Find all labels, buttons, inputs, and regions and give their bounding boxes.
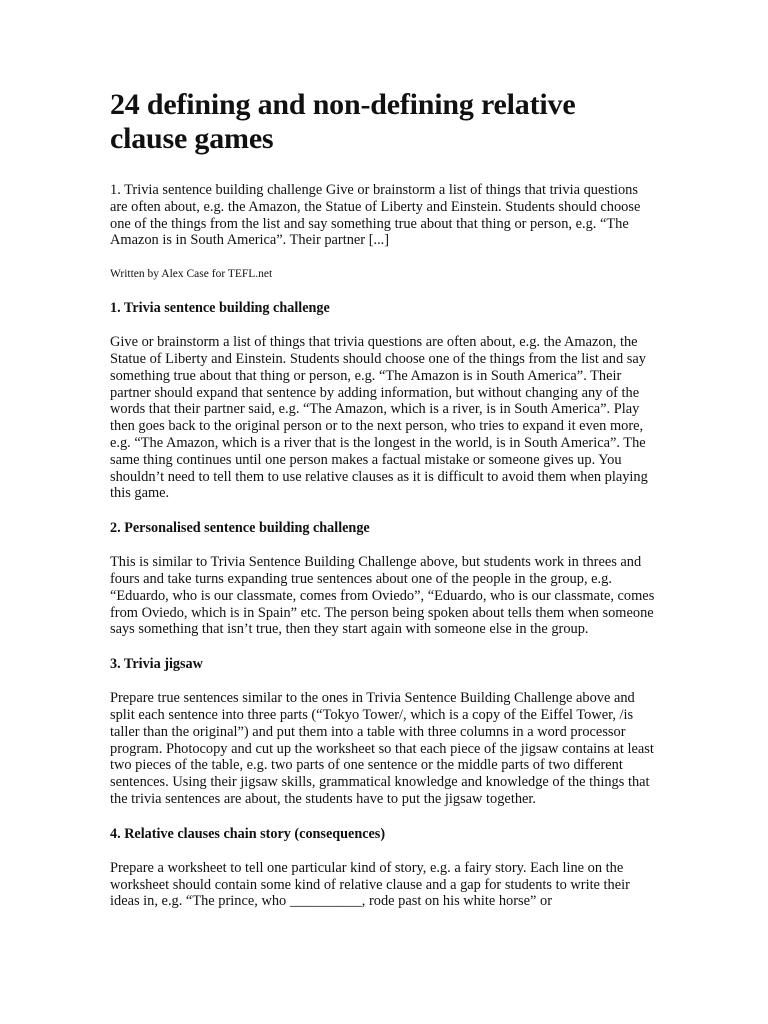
document-content <box>110 88 658 910</box>
section-heading-chain-story: 4. Relative clauses chain story (consequences) <box>110 825 386 842</box>
page-title: 24 defining and non-defining relative clause games <box>110 88 576 155</box>
section-heading-trivia-sentence-building: 1. Trivia sentence building challenge <box>110 300 330 317</box>
section-body-trivia-sentence-building: Give or brainstorm a list of things that trivia questions are often about, e.g. the Amazon, the Statue of Liberty and Einstein. Students should choose one of the things from the list and say something true about that thing or person, e.g. “The Amazon is in South America”. Their partner should expand that sentence by adding information, but without changing any of the words that their partner said, e.g. “The Amazon, which is a river, is in South America”. Play then goes back to the original person or to the next person, who tries to expand it even more, e.g. “The Amazon, which is a river that is the longest in the world, is in South America”. The same thing continues until one person makes a factual mistake or someone gives up. You shouldn’t need to tell them to use relative clauses as it is difficult to avoid them when playing this game. <box>110 334 648 502</box>
intro-paragraph: 1. Trivia sentence building challenge Give or brainstorm a list of things that trivia questions are often about, e.g. the Amazon, the Statue of Liberty and Einstein. Students should choose one of the things from the list and say something true about that thing or person, e.g. “The Amazon is in South America”. Their partner [...] <box>110 182 641 249</box>
section-heading-personalised-sentence-building: 2. Personalised sentence building challenge <box>110 520 370 537</box>
section-body-chain-story: Prepare a worksheet to tell one particular kind of story, e.g. a fairy story. Each line on the worksheet should contain some kind of relative clause and a gap for students to write their ideas in, e.g. “The prince, who __________, rode past on his white horse” or <box>110 859 630 910</box>
section-heading-trivia-jigsaw: 3. Trivia jigsaw <box>110 656 203 673</box>
section-body-trivia-jigsaw: Prepare true sentences similar to the ones in Trivia Sentence Building Challenge above and split each sentence into three parts (“Tokyo Tower/, which is a copy of the Eiffel Tower, /is taller than the original”) and put them into a table with three columns in a word processor program. Photocopy and cut up the worksheet so that each piece of the jigsaw contains at least two pieces of the table, e.g. two parts of one sentence or the middle parts of two different sentences. Using their jigsaw skills, grammatical knowledge and knowledge of the things that the trivia sentences are about, the students have to put the jigsaw together. <box>110 690 654 807</box>
author-byline: Written by Alex Case for TEFL.net <box>110 268 273 281</box>
section-body-personalised-sentence-building: This is similar to Trivia Sentence Building Challenge above, but students work in threes and fours and take turns expanding true sentences about one of the people in the group, e.g. “Eduardo, who is our classmate, comes from Oviedo”, “Eduardo, who is our classmate, comes from Oviedo, which is in Spain” etc. The person being spoken about tells them when someone says something that isn’t true, then they start again with someone else in the group. <box>110 554 655 638</box>
